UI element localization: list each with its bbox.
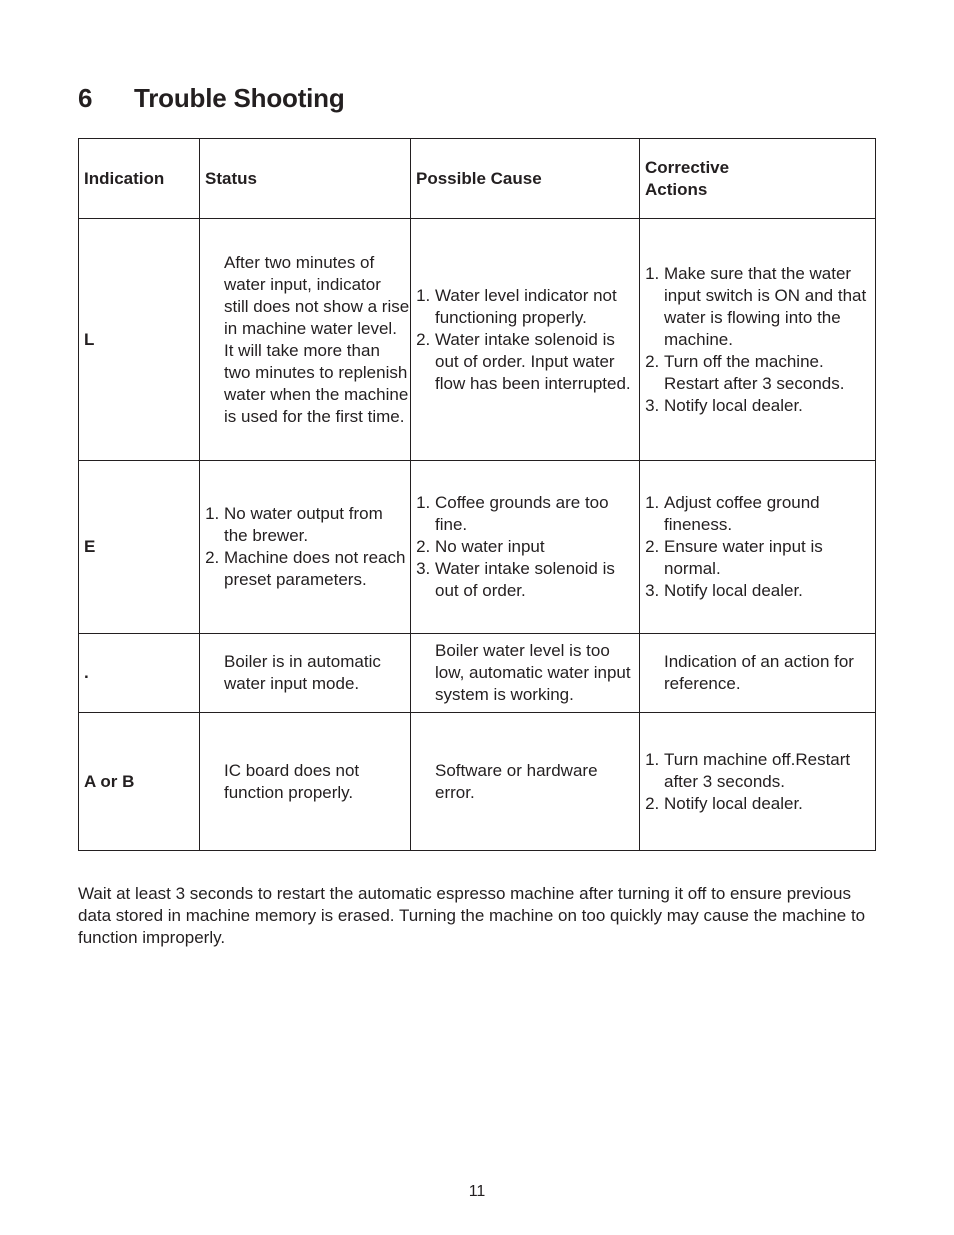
list-item: 2. Notify local dealer. (664, 793, 875, 815)
list-item: 1. Coffee grounds are too fine. (435, 492, 639, 536)
list-item: 3. Notify local dealer. (664, 580, 875, 602)
cause-list (416, 492, 639, 602)
indication-cell: L (79, 219, 200, 461)
table-header-row (79, 139, 876, 219)
action-cell (640, 634, 876, 713)
cause-cell (411, 713, 640, 851)
list-item: 1. Adjust coffee ground fineness. (664, 492, 875, 536)
list-item: 1. No water output from the brewer. (224, 503, 410, 547)
cause-cell (411, 634, 640, 713)
status-cell (200, 219, 411, 461)
cause-list (416, 285, 639, 395)
status-cell (200, 461, 411, 634)
indication-cell: A or B (79, 713, 200, 851)
status-text: After two minutes of water input, indicator still does not show a rise in machine water level. It will take more than two minutes to replenish water when the machine is used for the first time. (224, 252, 410, 426)
indication-cell: . (79, 634, 200, 713)
header-indication: Indication (79, 139, 200, 219)
action-list (645, 749, 875, 815)
status-text: IC board does not function properly. (224, 760, 360, 802)
section-heading (78, 83, 345, 114)
list-item: 3. Water intake solenoid is out of order. (435, 558, 639, 602)
list-item: 2. No water input (435, 536, 639, 558)
table-row (79, 634, 876, 713)
section-number: 6 (78, 83, 93, 113)
table-row (79, 713, 876, 851)
header-actions-line2: Actions (645, 179, 708, 199)
cause-cell (411, 461, 640, 634)
action-list (645, 492, 875, 602)
page-number: 11 (468, 1183, 486, 1200)
action-text: Indication of an action for reference. (664, 652, 854, 693)
status-list (205, 503, 410, 591)
troubleshooting-table (78, 138, 876, 851)
cause-text: Boiler water level is too low, automatic water input system is working. (435, 641, 631, 704)
cause-cell (411, 219, 640, 461)
list-item: 2. Ensure water input is normal. (664, 536, 875, 580)
table-row (79, 461, 876, 634)
header-status: Status (200, 139, 411, 219)
section-title: Trouble Shooting (134, 83, 345, 113)
list-item: 3. Notify local dealer. (664, 395, 875, 417)
status-cell (200, 713, 411, 851)
restart-note: Wait at least 3 seconds to restart the automatic espresso machine after turning it off to ensure previous data stored in machine memory is erased. Turning the machine on too quickly may cause the machine to function improperly. (78, 884, 866, 947)
header-possible-cause: Possible Cause (411, 139, 640, 219)
list-item: 1. Water level indicator not functioning properly. (435, 285, 639, 329)
cause-text: Software or hardware error. (435, 760, 598, 802)
indication-cell: E (79, 461, 200, 634)
action-list (645, 263, 875, 417)
list-item: 1. Make sure that the water input switch is ON and that water is flowing into the machine. (664, 263, 875, 351)
list-item: 2. Machine does not reach preset parameters. (224, 547, 410, 591)
status-cell (200, 634, 411, 713)
header-corrective-actions (640, 139, 876, 219)
list-item: 2. Turn off the machine. Restart after 3 seconds. (664, 351, 875, 395)
action-cell (640, 219, 876, 461)
list-item: 2. Water intake solenoid is out of order. Input water flow has been interrupted. (435, 329, 639, 395)
action-cell (640, 461, 876, 634)
action-cell (640, 713, 876, 851)
table-row (79, 219, 876, 461)
list-item: 1. Turn machine off.Restart after 3 seconds. (664, 749, 875, 793)
header-actions-line1: Corrective (645, 157, 730, 177)
status-text: Boiler is in automatic water input mode. (224, 652, 381, 693)
